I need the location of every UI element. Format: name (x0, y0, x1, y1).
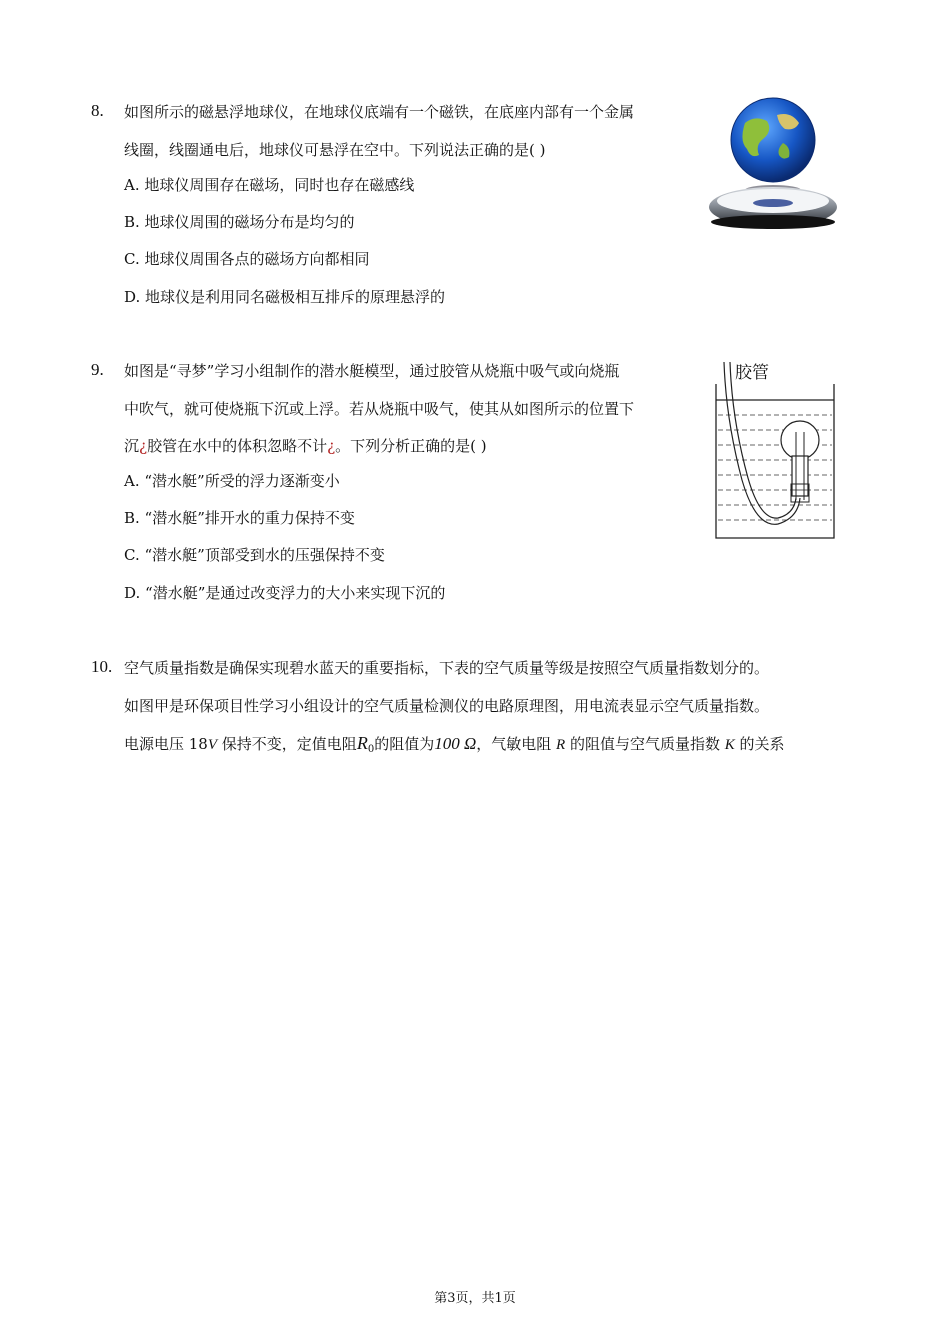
q8-number: 8. (91, 101, 104, 120)
q10-voltage-unit: V (207, 737, 218, 753)
q10-resistor-r0-subscript: 0 (367, 744, 375, 755)
q10-stem-line2: 如图甲是环保项目性学习小组设计的空气质量检测仪的电路原理图，用电流表显示空气质量指数。 (124, 697, 770, 715)
q10-line3-part-d: ，气敏电阻 (476, 735, 557, 753)
q8-option-d: D. 地球仪是利用同名磁极相互排斥的原理悬浮的 (124, 288, 446, 306)
q10-gas-resistor-r: R (556, 737, 566, 753)
q9-line3-part-b: 胶管在水中的体积忽略不计 (147, 437, 328, 455)
submarine-model-figure (712, 360, 838, 542)
q10-stem-line1: 空气质量指数是确保实现碧水蓝天的重要指标，下表的空气质量等级是按照空气质量指数划分的。 (124, 659, 770, 677)
q10-line3-part-c: 的阻值为 (374, 735, 435, 753)
q9-line3-part-c: 。下列分析正确的是( ) (335, 437, 487, 455)
q10-number: 10. (91, 657, 113, 676)
maglev-globe-figure (705, 95, 845, 240)
q9-option-b: B. “潜水艇”排开水的重力保持不变 (124, 509, 355, 527)
page-footer: 第3页，共1页 (434, 1291, 516, 1306)
q10-line3-part-b: 保持不变，定值电阻 (217, 735, 357, 753)
q9-line3-part-a: 沉 (124, 437, 140, 455)
q10-line3-part-e: 的阻值与空气质量指数 (565, 735, 725, 753)
q9-stem-line2: 中吹气，就可使烧瓶下沉或上浮。若从烧瓶中吸气，使其从如图所示的位置下 (124, 400, 635, 418)
q9-option-d: D. “潜水艇”是通过改变浮力的大小来实现下沉的 (124, 584, 446, 602)
q9-number: 9. (91, 360, 104, 379)
q8-stem-line2: 线圈，线圈通电后，地球仪可悬浮在空中。下列说法正确的是( ) (124, 141, 546, 159)
q9-option-c: C. “潜水艇”顶部受到水的压强保持不变 (124, 546, 385, 564)
q8-option-b: B. 地球仪周围的磁场分布是均匀的 (124, 213, 355, 231)
q9-line3-mark2: ¿ (327, 437, 336, 455)
q9-stem-line1: 如图是“寻梦”学习小组制作的潜水艇模型，通过胶管从烧瓶中吸气或向烧瓶 (124, 362, 620, 380)
q8-stem-line1: 如图所示的磁悬浮地球仪，在地球仪底端有一个磁铁，在底座内部有一个金属 (124, 103, 635, 121)
q9-line3-mark1: ¿ (139, 437, 148, 455)
figure-tube-label: 胶管 (735, 363, 769, 383)
q10-stem-line3 (124, 733, 785, 760)
q9-option-a: A. “潜水艇”所受的浮力逐渐变小 (124, 472, 340, 490)
q9-stem-line3 (124, 436, 487, 456)
q10-resistance-value: 100 Ω (434, 734, 477, 753)
q10-line3-part-a: 电源电压 18 (124, 735, 208, 753)
q8-option-a: A. 地球仪周围存在磁场，同时也存在磁感线 (124, 176, 415, 194)
q10-index-k: K (724, 737, 735, 753)
q10-line3-part-f: 的关系 (734, 735, 785, 753)
q8-option-c: C. 地球仪周围各点的磁场方向都相同 (124, 250, 370, 268)
q10-resistor-r0: R (356, 733, 368, 753)
